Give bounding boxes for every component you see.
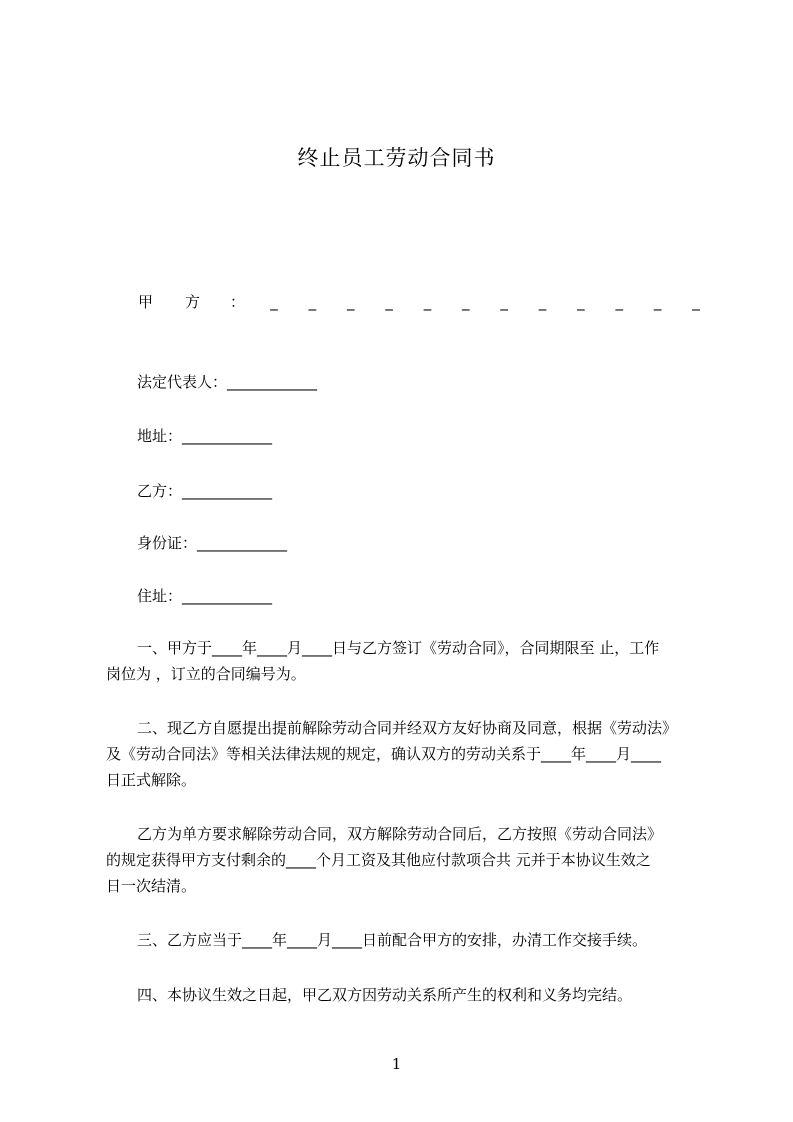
clause-2-line-2: 及《劳动合同法》等相关法律法规的规定，确认双方的劳动关系于____年____月____ <box>106 745 662 763</box>
clause-2-supplement-line-1: 乙方为单方要求解除劳动合同，双方解除劳动合同后，乙方按照《劳动合同法》 <box>137 825 663 843</box>
address-field: 地址：____________ <box>137 427 273 445</box>
blank-mark: _ <box>270 293 278 311</box>
clause-2 <box>106 715 706 793</box>
blank-mark: _ <box>538 293 547 311</box>
blank-mark: _ <box>653 293 662 311</box>
clause-2-supplement-line-2: 的规定获得甲方支付剩余的____个月工资及其他应付款项合共 元并于本协议生效之 <box>106 851 651 869</box>
blank-mark: _ <box>346 293 355 311</box>
blank-mark: _ <box>385 293 393 311</box>
blank-mark: _ <box>615 293 623 311</box>
party-a-label-2: 方 <box>185 293 201 311</box>
page-number: 1 <box>391 1055 402 1073</box>
clause-1-line-2: 岗位为 ，订立的合同编号为。 <box>106 665 306 683</box>
clause-2-supplement <box>106 821 706 899</box>
party-a-line <box>138 291 708 312</box>
clause-4-line: 四、本协议生效之日起，甲乙双方因劳动关系所产生的权利和义务均完结。 <box>137 986 633 1004</box>
document-title: 终止员工劳动合同书 <box>297 146 496 170</box>
clause-4 <box>106 982 706 1008</box>
blank-mark: _ <box>500 293 508 311</box>
clause-2-line-3: 日正式解除。 <box>106 771 197 789</box>
clause-2-line-1: 二、现乙方自愿提出提前解除劳动合同并经双方友好协商及同意，根据《劳动法》 <box>137 719 678 737</box>
clause-2-supplement-line-3: 日一次结清。 <box>106 877 197 895</box>
id-card-field: 身份证：____________ <box>137 534 288 552</box>
clause-1 <box>106 635 706 687</box>
party-a-blank <box>268 293 708 311</box>
clause-3 <box>106 927 706 953</box>
clause-3-line: 三、乙方应当于____年____月____日前配合甲方的安排，办清工作交接手续。 <box>137 931 648 949</box>
party-a-colon: ： <box>230 293 246 311</box>
party-a-label-1: 甲 <box>138 293 154 311</box>
blank-mark: _ <box>692 293 700 311</box>
blank-mark: _ <box>577 293 585 311</box>
party-b-field: 乙方：____________ <box>137 482 273 500</box>
blank-mark: _ <box>308 293 317 311</box>
blank-mark: _ <box>423 293 432 311</box>
clause-1-line-1: 一、甲方于____年____月____日与乙方签订《劳动合同》，合同期限至 止，工作 <box>137 639 660 657</box>
legal-representative-field: 法定代表人：____________ <box>137 373 318 391</box>
blank-mark: _ <box>462 293 470 311</box>
residence-field: 住址：____________ <box>137 587 273 605</box>
